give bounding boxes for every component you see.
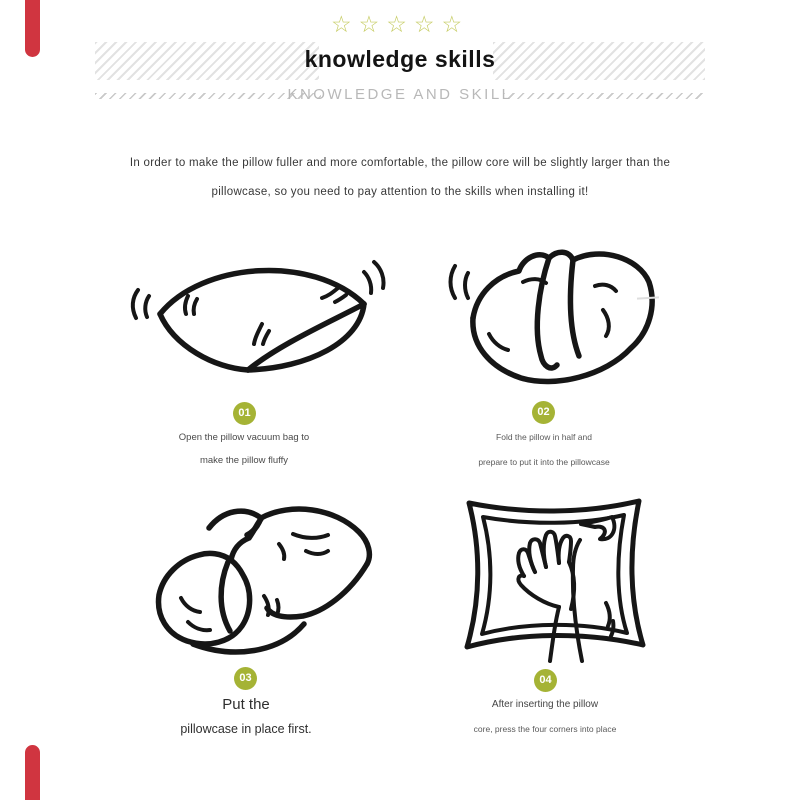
hand-press-corners-illustration xyxy=(455,483,653,663)
folded-pillow-illustration xyxy=(443,238,671,398)
step1-caption-line1: Open the pillow vacuum bag to xyxy=(178,432,310,443)
page-subtitle: KNOWLEDGE AND SKILL xyxy=(287,86,513,103)
intro-text-line1: In order to make the pillow fuller and more comfortable, the pillow core will be slightly larger than the xyxy=(129,157,671,169)
fluffy-pillow-illustration xyxy=(122,246,398,400)
red-accent-bar-bottom-left xyxy=(25,745,40,800)
step-badge-04: 04 xyxy=(534,669,557,692)
step1-caption-line2: make the pillow fluffy xyxy=(199,455,288,466)
step-badge-01: 01 xyxy=(233,402,256,425)
step2-caption-line2: prepare to put it into the pillowcase xyxy=(478,457,610,467)
step3-caption-line1: Put the xyxy=(222,696,270,713)
step-badge-02: 02 xyxy=(532,401,555,424)
rating-stars xyxy=(0,12,800,36)
intro-text-line2: pillowcase, so you need to pay attention to the skills when installing it! xyxy=(211,186,589,198)
star-icon: ☆ xyxy=(358,11,387,37)
step4-caption-line1: After inserting the pillow xyxy=(491,699,599,710)
step3-caption-line2: pillowcase in place first. xyxy=(180,722,312,736)
step2-caption-line1: Fold the pillow in half and xyxy=(496,432,592,442)
star-icon: ☆ xyxy=(386,11,414,37)
star-icon: ☆ xyxy=(413,11,442,37)
star-icon: ☆ xyxy=(441,11,470,37)
pillow-into-case-illustration xyxy=(131,498,393,663)
step4-caption-line2: core, press the four corners into place xyxy=(473,724,617,734)
page-title: knowledge skills xyxy=(304,46,496,72)
step-badge-03: 03 xyxy=(234,667,257,690)
star-icon: ☆ xyxy=(330,11,359,37)
